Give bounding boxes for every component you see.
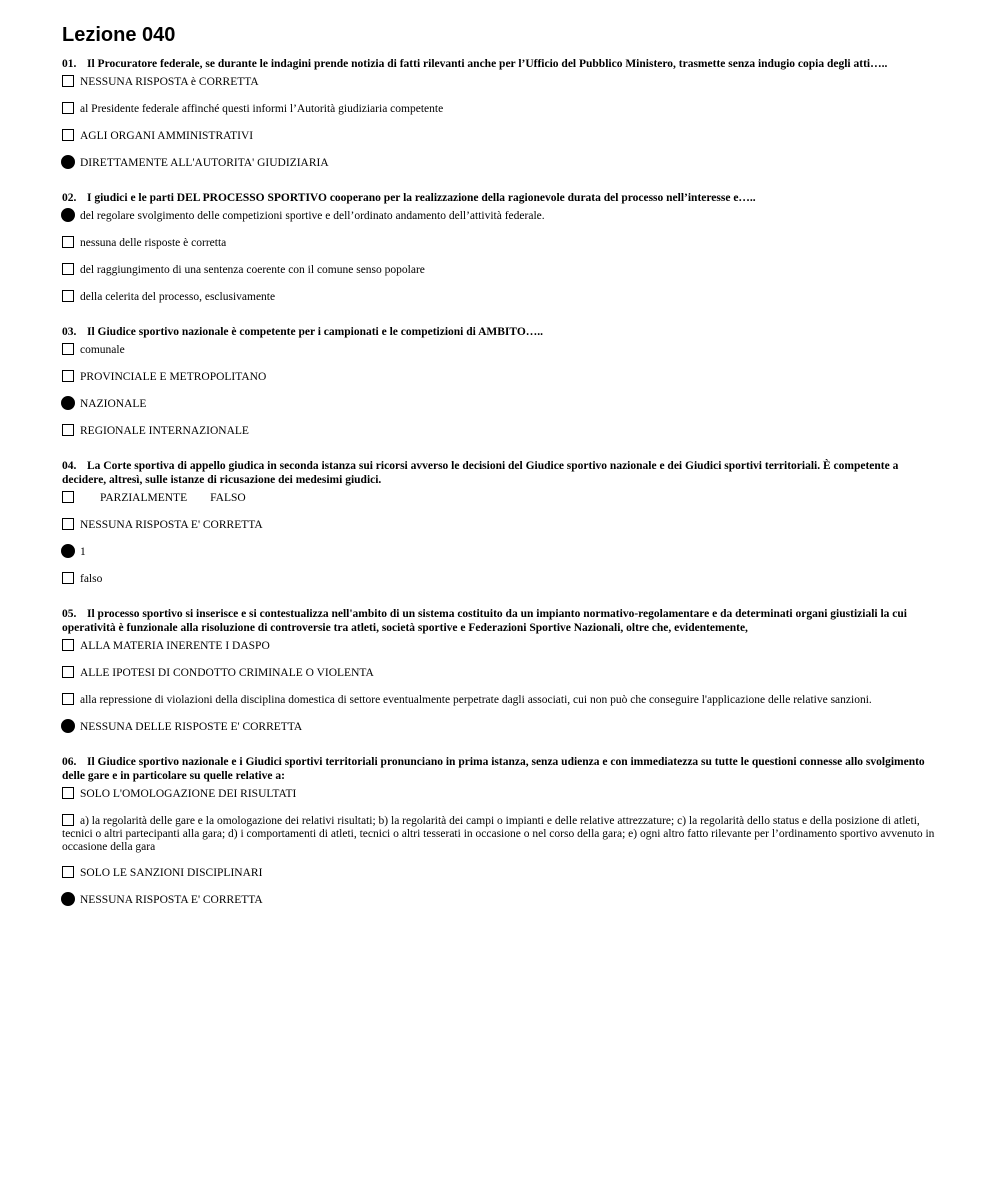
checkbox-icon[interactable] <box>62 75 74 87</box>
question-number: 02. <box>62 192 77 204</box>
answer-label: al Presidente federale affinché questi informi l’Autorità giudiziaria competente <box>80 103 444 115</box>
answer-label: SOLO L'OMOLOGAZIONE DEI RISULTATI <box>80 788 297 800</box>
answer-option[interactable] <box>62 398 942 412</box>
question-number: 06. <box>62 756 77 768</box>
answer-label: NESSUNA DELLE RISPOSTE E' CORRETTA <box>80 721 303 733</box>
answer-label: alla repressione di violazioni della disciplina domestica di settore eventualmente perpetrate dagli associati, cui non può che conseguire l'applicazione delle relative sanzioni. <box>80 694 872 706</box>
page-title: Lezione 040 <box>62 24 176 46</box>
answer-label: 1 <box>80 546 86 558</box>
answer-option[interactable] <box>62 371 942 385</box>
question-block <box>62 607 942 735</box>
answer-label: ALLE IPOTESI DI CONDOTTO CRIMINALE O VIOLENTA <box>80 667 374 679</box>
checkbox-checked-icon[interactable] <box>61 155 75 169</box>
answer-option[interactable] <box>62 721 942 735</box>
answer-option[interactable] <box>62 815 942 854</box>
answer-label: del regolare svolgimento delle competizioni sportive e dell’ordinato andamento dell’attività federale. <box>80 210 545 222</box>
question-text <box>62 459 942 487</box>
answer-option[interactable] <box>62 210 942 224</box>
checkbox-icon[interactable] <box>62 518 74 530</box>
checkbox-checked-icon[interactable] <box>61 208 75 222</box>
question-body: La Corte sportiva di appello giudica in seconda istanza sui ricorsi avverso le decisioni del Giudice sportivo nazionale e dei Giudici sportivi territoriali. È competente a decidere, altresì, sulle istanze di ricusazione dei medesimi giudici. <box>62 460 899 486</box>
question-number: 01. <box>62 58 77 70</box>
answer-label: NAZIONALE <box>80 398 147 410</box>
answer-option[interactable] <box>62 546 942 560</box>
question-number: 05. <box>62 608 77 620</box>
answer-label: della celerita del processo, esclusivamente <box>80 291 276 303</box>
checkbox-icon[interactable] <box>62 787 74 799</box>
answer-option[interactable] <box>62 264 942 278</box>
answer-option[interactable] <box>62 237 942 251</box>
checkbox-checked-icon[interactable] <box>61 892 75 906</box>
checkbox-icon[interactable] <box>62 866 74 878</box>
answer-option[interactable] <box>62 640 942 654</box>
answer-option[interactable] <box>62 694 942 708</box>
answer-option[interactable] <box>62 573 942 587</box>
question-text <box>62 325 942 339</box>
answer-label: falso <box>80 573 103 585</box>
question-list <box>62 57 942 908</box>
answer-label: ALLA MATERIA INERENTE I DASPO <box>80 640 270 652</box>
answer-option[interactable] <box>62 157 942 171</box>
question-body: Il Procuratore federale, se durante le indagini prende notizia di fatti rilevanti anche per l’Ufficio del Pubblico Ministero, trasmette senza indugio copia degli atti….. <box>87 58 888 70</box>
question-text <box>62 607 942 635</box>
checkbox-icon[interactable] <box>62 263 74 275</box>
question-block <box>62 191 942 305</box>
checkbox-checked-icon[interactable] <box>61 719 75 733</box>
answer-label: REGIONALE INTERNAZIONALE <box>80 425 249 437</box>
answer-option[interactable] <box>62 344 942 358</box>
answer-label: PROVINCIALE E METROPOLITANO <box>80 371 267 383</box>
answer-label: SOLO LE SANZIONI DISCIPLINARI <box>80 867 263 879</box>
answer-label: nessuna delle risposte è corretta <box>80 237 227 249</box>
answer-label: a) la regolarità delle gare e la omologazione dei relativi risultati; b) la regolarità dei campi o impianti e delle relative attrezzature; c) la regolarità dello status e della posizione di atleti, tecnici o altri partecipanti alla gara; d) i comportamenti di atleti, tecnici o altri tesserati in occasione o nel corso della gara; e) ogni altro fatto rilevante per l’ordinamento sportivo avvenuto in occasione della gara <box>62 815 938 853</box>
checkbox-icon[interactable] <box>62 236 74 248</box>
checkbox-icon[interactable] <box>62 572 74 584</box>
answer-label: comunale <box>80 344 125 356</box>
question-text <box>62 755 942 783</box>
question-body: Il Giudice sportivo nazionale e i Giudici sportivi territoriali pronunciano in prima istanza, senza udienza e con immediatezza su tutte le questioni connesse allo svolgimento delle gare e in particolare su quelle relative a: <box>62 756 925 782</box>
question-number: 03. <box>62 326 77 338</box>
question-text <box>62 57 942 71</box>
answer-label: NESSUNA RISPOSTA E' CORRETTA <box>80 519 263 531</box>
question-body: Il processo sportivo si inserisce e si contestualizza nell'ambito di un sistema costituito da un impianto normativo-regolamentare e da determinati organi giustiziali la cui operatività è funzionale alla risoluzione di controversie tra atleti, società sportive e Federazioni Sportive Nazionali, oltre che, evidentemente, <box>62 608 907 634</box>
question-block <box>62 755 942 908</box>
question-text <box>62 191 942 205</box>
answer-label: NESSUNA RISPOSTA E' CORRETTA <box>80 894 263 906</box>
checkbox-icon[interactable] <box>62 814 74 826</box>
answer-option[interactable] <box>62 103 942 117</box>
answer-label: AGLI ORGANI AMMINISTRATIVI <box>80 130 254 142</box>
answer-option[interactable] <box>62 519 942 533</box>
question-block <box>62 459 942 587</box>
answer-option[interactable] <box>62 867 942 881</box>
checkbox-icon[interactable] <box>62 102 74 114</box>
answer-label: PARZIALMENTE FALSO <box>100 492 246 504</box>
question-body: Il Giudice sportivo nazionale è competente per i campionati e le competizioni di AMBITO….. <box>87 326 544 338</box>
checkbox-checked-icon[interactable] <box>61 396 75 410</box>
checkbox-checked-icon[interactable] <box>61 544 75 558</box>
question-block <box>62 57 942 171</box>
question-block <box>62 325 942 439</box>
answer-label: DIRETTAMENTE ALL'AUTORITA' GIUDIZIARIA <box>80 157 329 169</box>
answer-label: del raggiungimento di una sentenza coerente con il comune senso popolare <box>80 264 425 276</box>
answer-option[interactable] <box>62 788 942 802</box>
answer-option[interactable] <box>62 76 942 90</box>
quiz-page <box>62 22 942 928</box>
checkbox-icon[interactable] <box>62 424 74 436</box>
checkbox-icon[interactable] <box>62 129 74 141</box>
checkbox-icon[interactable] <box>62 693 74 705</box>
checkbox-icon[interactable] <box>62 370 74 382</box>
answer-option[interactable] <box>62 130 942 144</box>
checkbox-icon[interactable] <box>62 290 74 302</box>
answer-option[interactable] <box>62 291 942 305</box>
answer-option[interactable] <box>62 425 942 439</box>
checkbox-icon[interactable] <box>62 343 74 355</box>
answer-option[interactable] <box>62 492 942 506</box>
checkbox-icon[interactable] <box>62 491 74 503</box>
question-number: 04. <box>62 460 77 472</box>
answer-option[interactable] <box>62 667 942 681</box>
checkbox-icon[interactable] <box>62 666 74 678</box>
answer-option[interactable] <box>62 894 942 908</box>
checkbox-icon[interactable] <box>62 639 74 651</box>
question-body: I giudici e le parti DEL PROCESSO SPORTIVO cooperano per la realizzazione della ragionevole durata del processo nell’interesse e….. <box>87 192 756 204</box>
answer-label: NESSUNA RISPOSTA è CORRETTA <box>80 76 259 88</box>
